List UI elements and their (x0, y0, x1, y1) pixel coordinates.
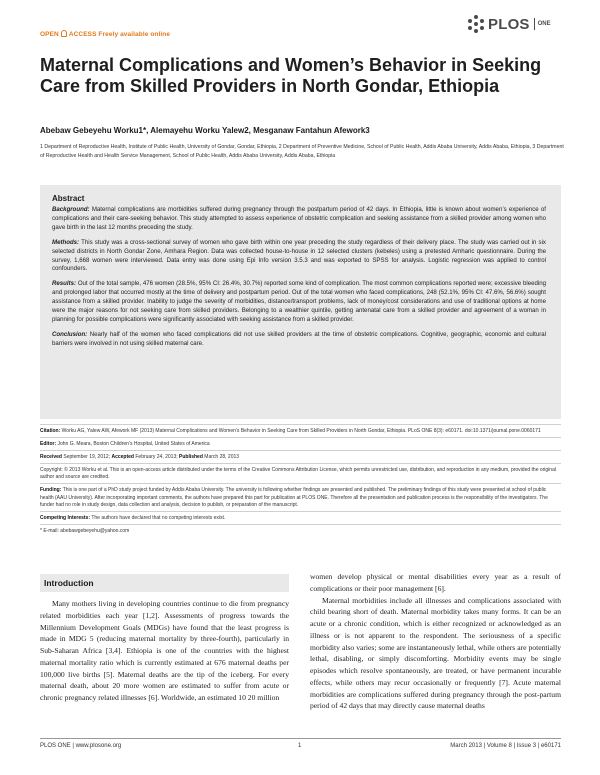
competing-interests: Competing Interests: The authors have declared that no competing interests exist. (40, 511, 561, 524)
abstract-heading: Abstract (52, 194, 85, 203)
page-footer (40, 738, 561, 749)
footer-journal: PLOS ONE | www.plosone.org (40, 743, 122, 749)
corresponding-email[interactable]: * E-mail: abebawgebeyehu@yahoo.com (40, 524, 561, 537)
plos-dots-icon (467, 15, 485, 33)
copyright: Copyright: © 2013 Worku et al. This is an open-access article distributed under the terms of the Creative Commons Attribution License, which permits unrestricted use, distribution, and reproduction in any medium, provided the original author and source are credited. (40, 463, 561, 483)
page-header (0, 0, 600, 48)
abstract-methods: Methods: This study was a cross-sectional survey of women who gave birth within one year preceding the study regardless of their delivery place. The study was carried out in six selected districts in North Gondar Zone, Amhara Region. Data was collected house-to-house in 12 selected clusters (kebeles) using a pretested Amharic questionnaire. During the survey, 1,668 women were interviewed. Data entry was done using Epi Info version 3.5.3 and was exported to SPSS for analysis. Logistic regression was applied to control confounders. (52, 238, 546, 273)
intro-paragraph: Many mothers living in developing countries continue to die from pregnancy related morbidities each year [1,2]. Assessments of progress towards the Millennium Development Goals (MDGs) have found that the least progress is made in MDG 5 (reducing maternal mortality by three-fourth), particularly in Sub-Saharan Africa [3,4]. Ethiopia is one of the countries with the highest maternal mortality ratio which is currently estimated at 676 maternal deaths per 100,000 live births [5]. Maternal deaths are the tip of the iceberg. For every maternal death, about 20 more women are estimated to suffer from acute or chronic pregnancy related illnesses [6]. Worldwide, an estimated 10 20 million (40, 599, 289, 702)
footer-issue: March 2013 | Volume 8 | Issue 3 | e60171 (450, 743, 561, 749)
citation: Citation: Worku AG, Yalew AW, Afework MF (2013) Maternal Complications and Women’s Behavior in Seeking Care from Skilled Providers in North Gondar, Ethiopia. PLoS ONE 8(3): e60171. doi:10.1371/journal.pone.0060171 (40, 424, 561, 437)
abstract-background: Background: Maternal complications are morbidities suffered during pregnancy through the postpartum period of 42 days. In Ethiopia, little is known about women’s experience of complications and their care-seeking behavior. This study attempted to assess experience of obstetric complication and seeking assistance from a skilled provider among women who gave birth in the last 12 months preceding the study. (52, 206, 546, 231)
abstract-conclusion: Conclusion: Nearly half of the women who faced complications did not use skilled providers at the time of obstetric complications. Cognitive, geographic, economic and cultural barriers were involved in not using skilled maternal care. (52, 330, 546, 347)
author-list: Abebaw Gebeyehu Worku1*, Alemayehu Worku Yalew2, Mesganaw Fantahun Afework3 (40, 126, 370, 135)
journal-name: ONE (534, 18, 551, 30)
article-title: Maternal Complications and Women’s Behavior in Seeking Care from Skilled Providers in North Gondar, Ethiopia (40, 55, 542, 96)
page-number: 1 (298, 743, 302, 749)
article-metadata (40, 424, 561, 537)
funding: Funding: This is one part of a PhD study project funded by Addis Ababa University. The university is following whether findings are presented and published. The preliminary findings of this study were presented at school of public health (AAU University). After incorporating important comments, the authors have prepared this part for publication at PLOS ONE. Therefore all the presentation and publication process is the responsibility of the investigators. The funder had no role in study design, data collection and analysis, decision to publish, or preparation of the manuscript. (40, 483, 561, 510)
right-paragraph-1: women develop physical or mental disabilities every year as a result of complications or their poor management [6]. (310, 572, 561, 593)
right-column (310, 571, 561, 712)
abstract-box (40, 185, 561, 419)
affiliations: 1 Department of Reproductive Health, Institute of Public Health, University of Gondar, Gondar, Ethiopia, 2 Department of Preventive Medicine, School of Public Health, Addis Ababa University, Addis Ababa, Ethiopia, 3 Department of Reproductive Health and Health Service Management, School of Public Health, Addis Ababa University, Addis Ababa, Ethiopia (40, 144, 564, 159)
editor: Editor: John G. Meara, Boston Children’s Hospital, United States of America (40, 437, 561, 450)
introduction-heading: Introduction (40, 574, 289, 592)
abstract-results: Results: Out of the total sample, 476 women (28.5%, 95% CI: 26.4%, 30.7%) reported some kind of complication. The most common complications reported were; excessive bleeding and prolonged labor that occurred mostly at the time of delivery and postpartum period. Out of the total women who faced complications, 248 (52.1%, 95% CI: 47.6%, 56.6%) sought assistance from a skilled provider. Inability to judge the severity of morbidities, distance/transport problems, lack of money/cost considerations and use of traditional options at home were the major reasons for not seeking care from skilled providers. Belonging to a wealthier quintile, getting antenatal care from a skilled provider and agreement of a woman in planning for possible complications were significantly associated with seeking assistance from a skilled provider. (52, 280, 546, 323)
plos-one-logo (467, 15, 551, 33)
open-access-banner: OPEN ACCESS Freely available online (40, 31, 171, 38)
dates: Received September 19, 2012; Accepted February 24, 2013; Published March 28, 2013 (40, 450, 561, 463)
right-paragraph-2: Maternal morbidities include all illnesses and complications associated with child bearing short of death. Maternal morbidity takes many forms. It can be an acute or a chronic condition, which is either recognized or acknowledged as an illness or is not apparent to the respondent. The seriousness of a specific morbidity also varies; some are instantaneously lethal, while others are potentially lethal, disabling, or simply discomforting. Morbidity events may be single episodes which resolve spontaneously, are treated, or have permanent incurable effects, while others may recur occasionally or frequently [7]. Acute maternal morbidities are complications suffered during pregnancy through the post-partum period of 42 days that may directly cause maternal deaths (310, 595, 561, 711)
publisher-name: PLOS (488, 15, 530, 33)
open-access-lock-icon (61, 30, 67, 37)
